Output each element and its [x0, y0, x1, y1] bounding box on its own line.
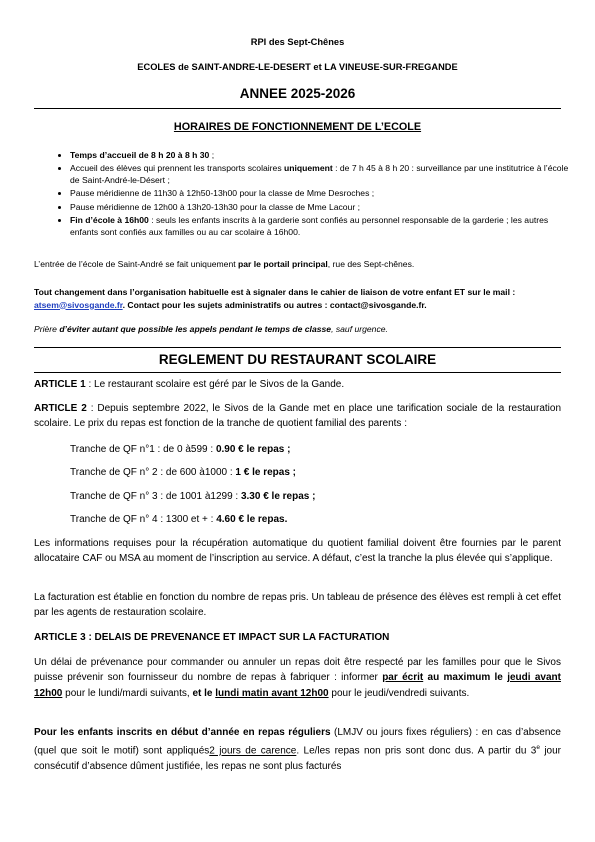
header-schools: ECOLES de SAINT-ANDRE-LE-DESERT et LA VINEUSE-SUR-FREGANDE	[137, 62, 458, 72]
tranche-qf-1: Tranche de QF n°1 : de 0 à599 : 0.90 € le repas ;	[70, 444, 291, 455]
horaires-item-pause-lacour: • Pause méridienne de 12h00 à 13h20-13h30 pour la classe de Mme Lacour ;	[70, 202, 570, 213]
priere-paragraph: Prière d’éviter autant que possible les appels pendant le temps de classe, sauf urgence.	[34, 324, 388, 334]
tranche-qf-3: Tranche de QF n° 3 : de 1001 à1299 : 3.30 € le repas ;	[70, 491, 316, 502]
atsem-email-link[interactable]: atsem@sivosgande.fr	[34, 299, 123, 310]
header-school-year: ANNEE 2025-2026	[239, 86, 356, 101]
horaires-item-pause-desroches: • Pause méridienne de 11h30 à 12h50-13h00 pour la classe de Mme Desroches ;	[70, 188, 570, 199]
changement-paragraph: Tout changement dans l’organisation habituelle est à signaler dans le cahier de liaison de votre enfant ET sur le mail : atsem@sivosgande.fr. Contact pour les sujets administratifs ou autres : contact@sivosgande.fr.	[34, 287, 516, 310]
horaires-item-accueil: • Temps d’accueil de 8 h 20 à 8 h 30 ;	[70, 150, 570, 161]
header-divider	[34, 108, 561, 109]
horaires-list	[50, 150, 570, 240]
reglement-title: REGLEMENT DU RESTAURANT SCOLAIRE	[34, 347, 561, 373]
tranche-qf-2: Tranche de QF n° 2 : de 600 à1000 : 1 € le repas ;	[70, 467, 296, 478]
article-1: ARTICLE 1 : Le restaurant scolaire est géré par le Sivos de la Gande.	[34, 379, 345, 390]
horaires-title: HORAIRES DE FONCTIONNEMENT DE L’ECOLE	[173, 121, 422, 133]
entree-paragraph: L’entrée de l’école de Saint-André se fait uniquement par le portail principal, rue des Sept-chênes.	[34, 259, 415, 269]
repas-reguliers-paragraph: Pour les enfants inscrits en début d’année en repas réguliers (LMJV ou jours fixes réguliers) : en cas d’absence (quel que soit le motif) sont appliqués2 jours de carence. Le/les repas non pris sont donc dus. A partir du 3e jour consécutif d’absence dûment justifiée, les repas ne sont plus facturés	[34, 727, 562, 772]
article-3-title: ARTICLE 3 : DELAIS DE PREVENANCE ET IMPACT SUR LA FACTURATION	[34, 632, 390, 643]
delai-prevenance-paragraph: Un délai de prévenance pour commander ou annuler un repas doit être respecté par les familles pour que le Sivos puisse prévenir son fournisseur du nombre de repas à fabriquer : informer par écrit au maximum le jeudi avant 12h00 pour le lundi/mardi suivants, et le lundi matin avant 12h00 pour le jeudi/vendredi suivants.	[34, 657, 561, 699]
horaires-item-transports: • Accueil des élèves qui prennent les transports scolaires uniquement : de 7 h 45 à 8 h 20 : surveillance par une institutrice à l’école de Saint-André-le-Désert ;	[70, 163, 570, 186]
informations-qf-paragraph: Les informations requises pour la récupération automatique du quotient familial doivent être fournies par le parent allocataire CAF ou MSA au moment de l’inscription au service. A défaut, c’est la tranche la plus élevée qui s’applique.	[34, 538, 561, 565]
horaires-item-fin: • Fin d’école à 16h00 : seuls les enfants inscrits à la garderie sont confiés au personnel responsable de la garderie ; les autres enfants sont confiés aux familles ou au car scolaire à 16h00.	[70, 215, 570, 238]
header-organization: RPI des Sept-Chênes	[250, 37, 345, 47]
facturation-paragraph: La facturation est établie en fonction du nombre de repas pris. Un tableau de présence des élèves est rempli à cet effet par les agents de restauration scolaire.	[34, 592, 561, 619]
tranche-qf-4: Tranche de QF n° 4 : 1300 et + : 4.60 € le repas.	[70, 514, 288, 525]
article-2: ARTICLE 2 : Depuis septembre 2022, le Sivos de la Gande met en place une tarification sociale de la restauration scolaire. Le prix du repas est fonction de la tranche de quotient familial des parents :	[34, 403, 562, 430]
